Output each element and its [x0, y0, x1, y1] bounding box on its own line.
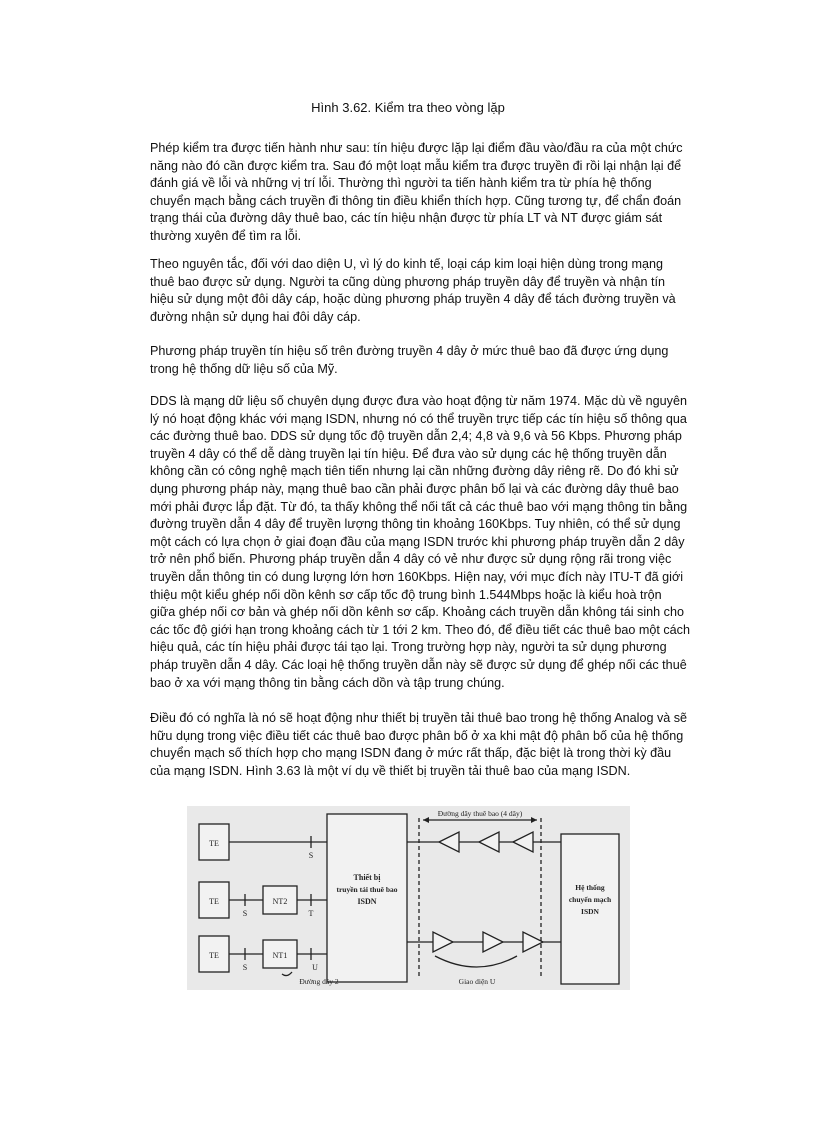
ref-u: U: [312, 963, 318, 972]
te-label-1: TE: [209, 839, 219, 848]
amplifier-upper-3: [513, 832, 533, 852]
four-wire-line-label: Đường dây thuê bao (4 dây): [437, 809, 523, 818]
paragraph-u-interface: Theo nguyên tắc, đối với dao diện U, vì lý do kinh tế, loại cáp kim loại hiện dùng trong mạng thuê bao được sử dụng. Người ta cũng dùng phương pháp truyền dây để truyền và nhận tín hiệu sử dụng một đôi dây cáp, hoặc dùng phương pháp truyền 4 dây để tách đường truyền và đường nhận sử dụng hai đôi dây cáp.: [150, 257, 676, 324]
figure-caption: Hình 3.62. Kiểm tra theo vòng lặp: [311, 100, 505, 115]
amplifier-upper-2: [479, 832, 499, 852]
switch-label-line2: chuyển mạch: [568, 895, 612, 904]
te-label-2: TE: [209, 897, 219, 906]
carrier-label-line1: Thiết bị: [353, 873, 381, 882]
isdn-carrier-diagram: [187, 806, 630, 990]
carrier-label-line3: ISDN: [357, 897, 377, 906]
switch-label-line3: ISDN: [581, 907, 599, 916]
paragraph-loop-test: Phép kiểm tra được tiến hành như sau: tín hiệu được lặp lại điểm đầu vào/đầu ra của một chức năng nào đó cần được kiểm tra. Sau đó một loạt mẫu kiểm tra được truyền đi rồi lại nhận lại để đánh giá về lỗi và những vị trí lỗi. Thường thì người ta tiến hành kiểm tra từ phía hệ thống chuyển mạch bằng cách truyền đi thông tin điều khiển thích hợp. Cũng tương tự, để chẩn đoán trạng thái của đường dây thuê bao, các tín hiệu nhận được từ phía LT và NT được giám sát thường xuyên để tìm ra lỗi.: [150, 141, 683, 243]
u-interface-label: Giao diện U: [458, 977, 496, 986]
ref-t: T: [308, 909, 314, 918]
amplifier-upper-1: [439, 832, 459, 852]
nt2-label: NT2: [272, 897, 288, 906]
amplifier-lower-2: [483, 932, 503, 952]
carrier-label-line2: truyền tải thuê bao: [336, 885, 398, 894]
amplifier-lower-1: [433, 932, 453, 952]
two-wire-line-label: Đường dây 2: [299, 977, 339, 986]
ref-s-1: S: [308, 851, 314, 860]
switch-label-line1: Hệ thống: [575, 883, 605, 892]
amplifier-lower-3: [523, 932, 543, 952]
nt1-label: NT1: [272, 951, 288, 960]
paragraph-analog-carrier: Điều đó có nghĩa là nó sẽ hoạt động như thiết bị truyền tải thuê bao trong hệ thống Analog và sẽ hữu dụng trong việc điều tiết các thuê bao được phân bố ở xa khi mật độ phân bố của hệ thống chuyển mạch số thích hợp cho mạng ISDN đang ở mức rất thấp, đặc biệt là trong thời kỳ đầu của mạng ISDN. Hình 3.63 là một ví dụ về thiết bị truyền tải thuê bao của mạng ISDN.: [150, 711, 688, 778]
paragraph-dds: DDS là mạng dữ liệu số chuyên dụng được đưa vào hoạt động từ năm 1974. Mặc dù về nguyên lý nó hoạt động khác với mạng ISDN, nhưng nó có thể truyền trực tiếp các tín hiệu số thông qua các đường thuê bao. DDS sử dụng tốc độ truyền dẫn 2,4; 4,8 và 9,6 và 56 Kbps. Phương pháp truyền 4 dây có thể dễ dàng truyền lại tín hiệu. Để đưa vào sử dụng các hệ thống truyền dẫn không cần có công nghệ mạch tiên tiến nhưng lại cần những đường dây riêng rẽ. Do đó khi sử dụng phương pháp này, mạng thuê bao cần phải được phân bố lại và các đường dây thuê bao mới phải được lắp đặt. Từ đó, ta thấy không thể nối tất cả các thuê bao với mạng thông tin bằng đường truyền dẫn 4 dây để truyền lượng thông tin khoảng 160Kbps. Tuy nhiên, có thể sử dụng một cách có lựa chọn ở giai đoạn đầu của mạng ISDN trước khi phương pháp truyền dẫn 2 dây trở nên phổ biến. Phương pháp truyền dẫn 4 dây có vẻ như được sử dụng rộng rãi trong việc truyền dẫn thông tin có dung lượng lớn hơn 160Kbps. Hiện nay, với mục đích này ITU-T đã giới thiệu một kiểu ghép nối dồn kênh sơ cấp tốc độ trung bình 1.544Mbps hoặc là kiểu hoà trộn giữa ghép nối cơ bản và ghép nối dồn kênh sơ cấp. Khoảng cách truyền dẫn không tái sinh cho các tốc độ giới hạn trong khoảng cách từ 1 tới 2 km. Theo đó, để điều tiết các thuê bao một cách hiệu quả, các tín hiệu phải được tái tạo lại. Trong trường hợp này, người ta sử dụng phương pháp truyền dẫn 4 dây. Các loại hệ thống truyền dẫn này sẽ được sử dụng để ghép nối các thuê bao ở xa với mạng thông tin bằng cách dồn và tập trung chúng.: [150, 394, 690, 690]
ref-s-2: S: [242, 909, 248, 918]
paragraph-four-wire: Phương pháp truyền tín hiệu số trên đường truyền 4 dây ở mức thuê bao đã được ứng dụng trong hệ thống dữ liệu số của Mỹ.: [150, 344, 669, 376]
ref-s-3: S: [242, 963, 248, 972]
te-label-3: TE: [209, 951, 219, 960]
